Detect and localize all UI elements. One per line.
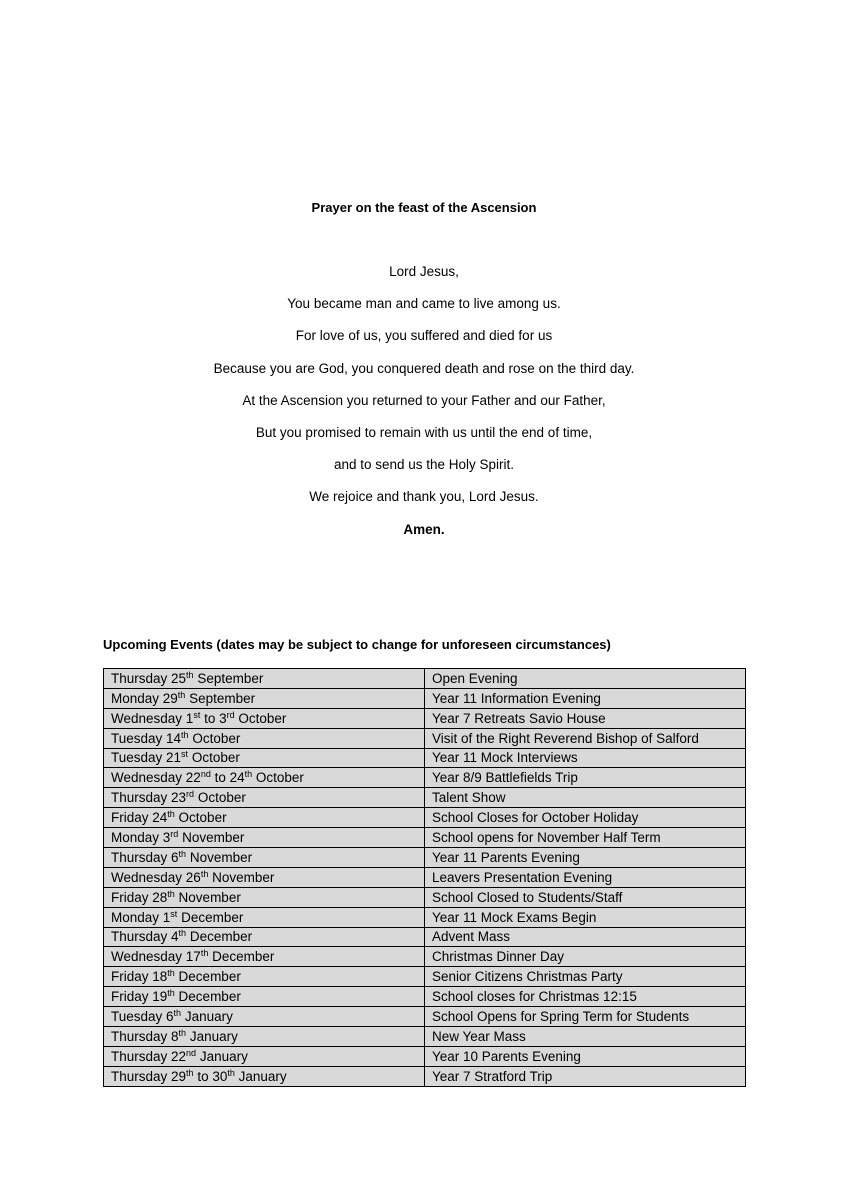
table-row [104, 907, 746, 927]
prayer-title: Prayer on the feast of the Ascension [311, 200, 537, 215]
date-ordinal-suffix: th [167, 968, 175, 979]
prayer-line: But you promised to remain with us until the end of time, [255, 424, 593, 440]
prayer-line: For love of us, you suffered and died for us [295, 328, 553, 344]
date-ordinal-suffix: st [181, 749, 189, 760]
event-name-cell: Year 11 Parents Evening [425, 848, 746, 868]
event-name-cell: School Opens for Spring Term for Students [425, 1007, 746, 1027]
prayer-line: Because you are God, you conquered death and rose on the third day. [213, 360, 635, 376]
event-date-cell: Thursday 22nd January [104, 1046, 425, 1066]
event-date-cell: Thursday 6th November [104, 848, 425, 868]
event-name-cell: Advent Mass [425, 927, 746, 947]
event-date-cell: Monday 1st December [104, 907, 425, 927]
date-ordinal-suffix: th [227, 1067, 235, 1078]
table-row [104, 808, 746, 828]
table-row [104, 987, 746, 1007]
date-ordinal-suffix: th [167, 888, 175, 899]
date-ordinal-suffix: th [167, 988, 175, 999]
table-row [104, 848, 746, 868]
event-name-cell: New Year Mass [425, 1027, 746, 1047]
event-name-cell: Year 11 Information Evening [425, 688, 746, 708]
event-date-cell: Wednesday 26th November [104, 867, 425, 887]
event-name-cell: Talent Show [425, 788, 746, 808]
date-ordinal-suffix: th [178, 848, 187, 859]
event-date-cell: Friday 24th October [104, 808, 425, 828]
event-date-cell: Thursday 25th September [104, 669, 425, 689]
table-row [104, 708, 746, 728]
event-date-cell: Monday 3rd November [104, 828, 425, 848]
date-ordinal-suffix: th [186, 669, 194, 680]
event-name-cell: Visit of the Right Reverend Bishop of Salford [425, 728, 746, 748]
date-ordinal-suffix: rd [170, 829, 179, 840]
event-date-cell: Tuesday 14th October [104, 728, 425, 748]
date-ordinal-suffix: th [178, 1027, 187, 1038]
prayer-line: We rejoice and thank you, Lord Jesus. [309, 489, 539, 505]
date-ordinal-suffix: th [173, 1008, 182, 1019]
table-row [104, 967, 746, 987]
date-ordinal-suffix: nd [200, 769, 211, 780]
events-table-body [104, 669, 746, 1087]
table-row [104, 1007, 746, 1027]
date-ordinal-suffix: th [177, 689, 186, 700]
date-ordinal-suffix: th [167, 809, 175, 820]
date-ordinal-suffix: th [186, 1067, 194, 1078]
event-name-cell: Leavers Presentation Evening [425, 867, 746, 887]
event-date-cell: Thursday 4th December [104, 927, 425, 947]
event-name-cell: Open Evening [425, 669, 746, 689]
event-name-cell: Christmas Dinner Day [425, 947, 746, 967]
prayer-line: At the Ascension you returned to your Father and our Father, [242, 392, 606, 408]
date-ordinal-suffix: th [200, 868, 209, 879]
table-row [104, 867, 746, 887]
table-row [104, 748, 746, 768]
event-date-cell: Thursday 29th to 30th January [104, 1066, 425, 1086]
event-date-cell: Wednesday 1st to 3rd October [104, 708, 425, 728]
date-ordinal-suffix: th [244, 769, 253, 780]
prayer-body [0, 262, 848, 552]
event-name-cell: School Closes for October Holiday [425, 808, 746, 828]
table-row [104, 788, 746, 808]
date-ordinal-suffix: st [193, 709, 201, 720]
date-ordinal-suffix: st [170, 908, 178, 919]
event-name-cell: School opens for November Half Term [425, 828, 746, 848]
table-row [104, 768, 746, 788]
date-ordinal-suffix: nd [186, 1047, 197, 1058]
prayer-line: Lord Jesus, [389, 264, 459, 279]
event-date-cell: Friday 18th December [104, 967, 425, 987]
date-ordinal-suffix: th [181, 729, 189, 740]
table-row [104, 887, 746, 907]
date-ordinal-suffix: th [200, 948, 209, 959]
table-row [104, 688, 746, 708]
event-name-cell: Year 7 Retreats Savio House [425, 708, 746, 728]
table-row [104, 828, 746, 848]
table-row [104, 947, 746, 967]
table-row [104, 927, 746, 947]
event-name-cell: School Closed to Students/Staff [425, 887, 746, 907]
event-name-cell: Year 11 Mock Interviews [425, 748, 746, 768]
table-row [104, 1046, 746, 1066]
table-row [104, 1066, 746, 1086]
event-date-cell: Tuesday 6th January [104, 1007, 425, 1027]
table-row [104, 669, 746, 689]
event-date-cell: Thursday 23rd October [104, 788, 425, 808]
event-name-cell: Year 8/9 Battlefields Trip [425, 768, 746, 788]
table-row [104, 728, 746, 748]
event-date-cell: Monday 29th September [104, 688, 425, 708]
date-ordinal-suffix: rd [186, 789, 195, 800]
prayer-closing: Amen. [403, 521, 445, 537]
event-name-cell: Year 7 Stratford Trip [425, 1066, 746, 1086]
event-date-cell: Thursday 8th January [104, 1027, 425, 1047]
prayer-line: and to send us the Holy Spirit. [333, 457, 515, 473]
event-date-cell: Wednesday 22nd to 24th October [104, 768, 425, 788]
events-heading: Upcoming Events (dates may be subject to change for unforeseen circumstances) [103, 637, 611, 652]
event-date-cell: Friday 19th December [104, 987, 425, 1007]
event-date-cell: Wednesday 17th December [104, 947, 425, 967]
date-ordinal-suffix: th [178, 928, 187, 939]
event-name-cell: School closes for Christmas 12:15 [425, 987, 746, 1007]
prayer-line: You became man and came to live among us. [287, 296, 561, 312]
event-date-cell: Friday 28th November [104, 887, 425, 907]
date-ordinal-suffix: rd [226, 709, 235, 720]
event-date-cell: Tuesday 21st October [104, 748, 425, 768]
event-name-cell: Senior Citizens Christmas Party [425, 967, 746, 987]
event-name-cell: Year 10 Parents Evening [425, 1046, 746, 1066]
event-name-cell: Year 11 Mock Exams Begin [425, 907, 746, 927]
events-table [103, 668, 746, 1087]
table-row [104, 1027, 746, 1047]
